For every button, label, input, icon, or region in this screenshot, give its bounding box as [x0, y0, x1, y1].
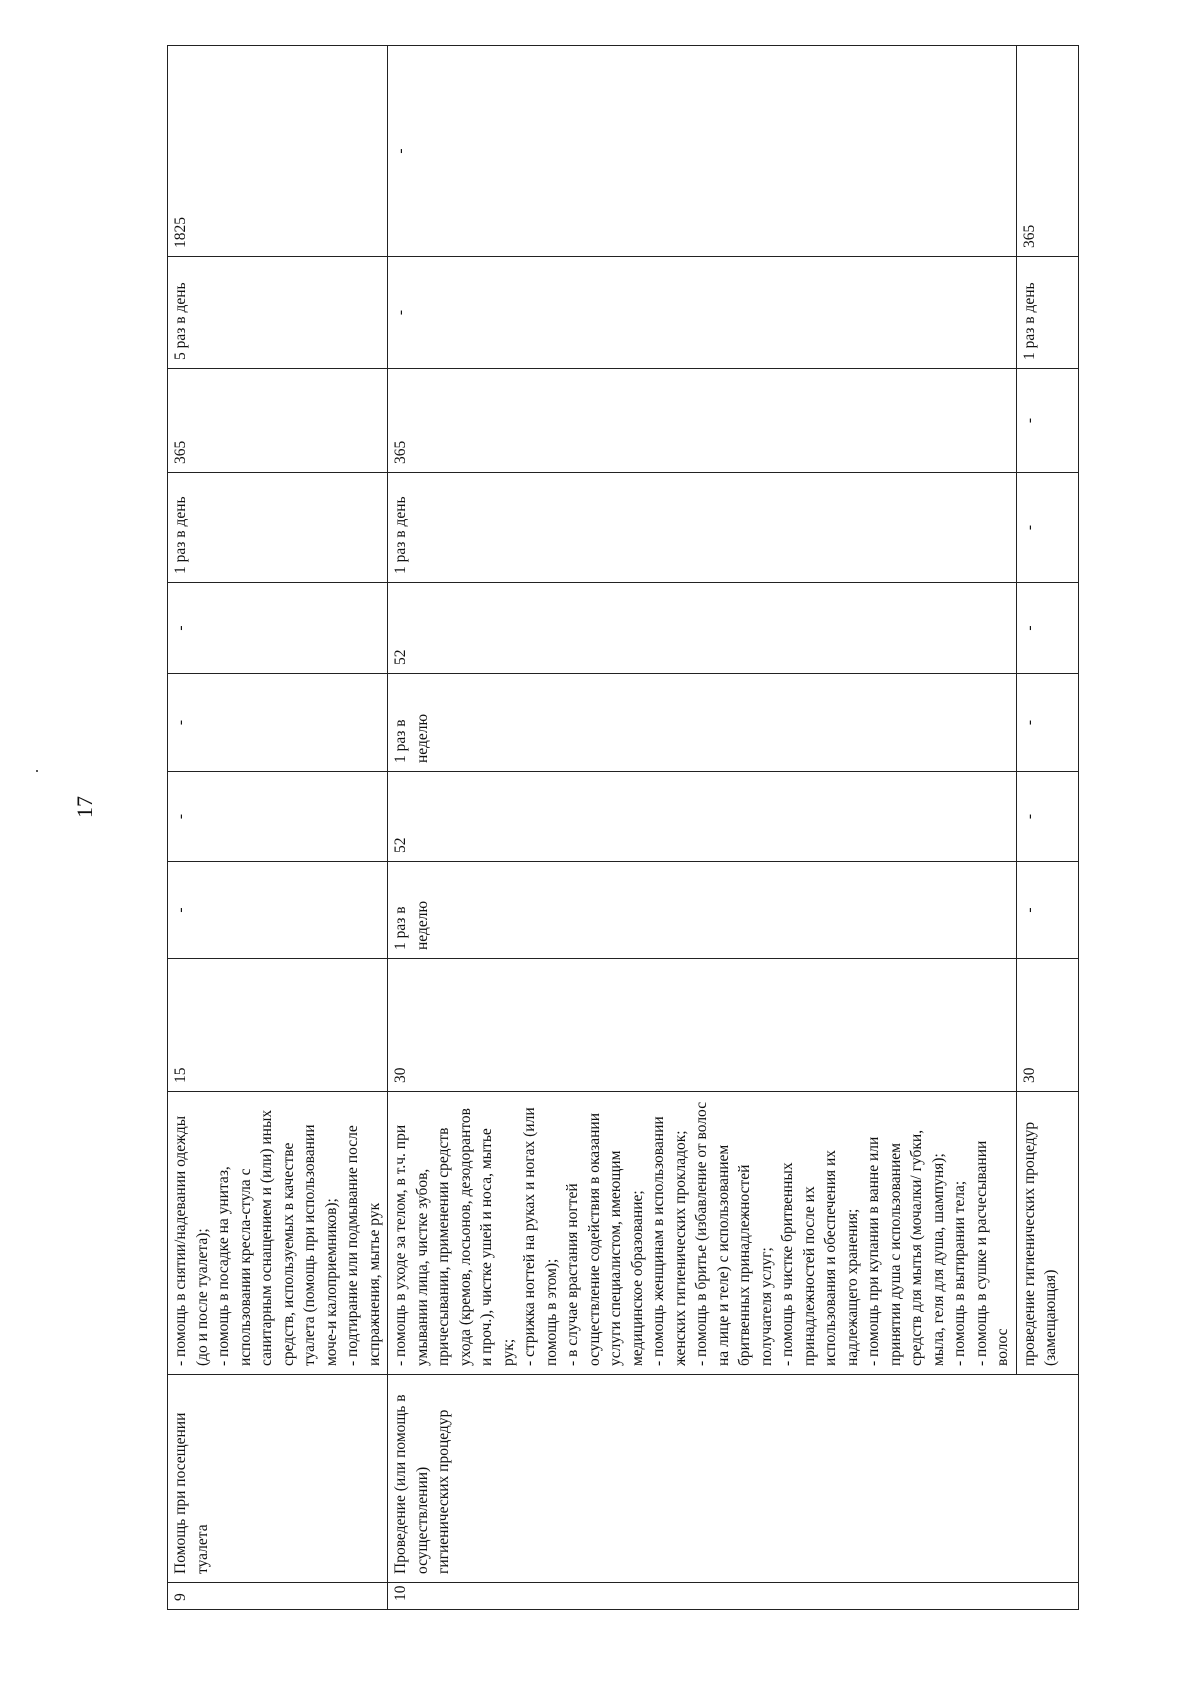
detail-line: - помощь в сушке и расчесывании волос — [972, 1140, 1011, 1366]
cell-time: 30 — [388, 959, 1017, 1092]
cell-count-1: - — [1016, 772, 1078, 862]
cell-count-3: 365 — [388, 369, 1017, 473]
cell-count-4: - — [388, 46, 1017, 257]
cell-details — [168, 1092, 388, 1375]
cell-frequency-1: 1 раз в неделю — [388, 862, 1017, 959]
cell-time: 30 — [1016, 959, 1078, 1092]
cell-frequency-2: - — [1016, 674, 1078, 772]
page-number: 17 — [72, 796, 97, 818]
cell-count-2: - — [1016, 583, 1078, 674]
cell-time: 15 — [168, 959, 388, 1092]
cell-count-1: - — [168, 772, 388, 862]
table-row-10 — [388, 46, 1017, 1610]
cell-details — [388, 1092, 1017, 1375]
detail-line: - помощь в чистке бритвенных принадлежностей после их использования и обеспечения их надлежащего хранения; — [779, 1149, 861, 1366]
cell-frequency-1: - — [168, 862, 388, 959]
cell-frequency-2: - — [168, 674, 388, 772]
table-row-9 — [168, 46, 388, 1610]
cell-num: 9 — [168, 1583, 388, 1610]
cell-frequency-3: 1 раз в день — [168, 473, 388, 583]
cell-frequency-3: - — [1016, 473, 1078, 583]
cell-count-2: 52 — [388, 583, 1017, 674]
detail-line: - подтирание или подмывание после испражнения, мытье рук — [344, 1125, 383, 1366]
cell-frequency-4: 1 раз в день — [1016, 257, 1078, 369]
cell-count-4: 365 — [1016, 46, 1078, 257]
cell-service: Помощь при посещении туалета — [168, 1375, 388, 1583]
cell-frequency-4: 5 раз в день — [168, 257, 388, 369]
cell-count-4: 1825 — [168, 46, 388, 257]
detail-line: - помощь в вытирании тела; — [951, 1180, 968, 1366]
cell-frequency-2: 1 раз в неделю — [388, 674, 1017, 772]
services-table-rotated — [167, 46, 1059, 1610]
services-table — [167, 45, 1079, 1610]
detail-line: - помощь в уходе за телом, в т.ч. при умывании лица, чистке зубов, причесывании, применении средств ухода (кремов, лосьонов, дезодорантов и проч.), чистке ушей и носа, мытье рук; — [392, 1108, 517, 1366]
cell-count-3: 365 — [168, 369, 388, 473]
cell-frequency-4: - — [388, 257, 1017, 369]
scan-speck — [36, 770, 38, 772]
detail-line: - в случае врастания ногтей осуществление содействия в оказании услуги специалистом, имеющим медицинское образование; — [564, 1112, 646, 1366]
cell-count-2: - — [168, 583, 388, 674]
cell-frequency-1: - — [1016, 862, 1078, 959]
detail-line: - стрижка ногтей на руках и ногах (или помощь в этом); — [521, 1107, 560, 1366]
detail-line: - помощь при купании в ванне или принятии душа с использованием средств для мытья (мочалки/ губки, мыла, геля для душа, шампуня); — [865, 1129, 947, 1366]
cell-count-3: - — [1016, 369, 1078, 473]
detail-line: проведение гигиенических процедур (замещающая) — [1020, 1121, 1059, 1366]
cell-num: 10 — [388, 1583, 1079, 1610]
cell-service: Проведение (или помощь в осуществлении) гигиенических процедур — [388, 1375, 1079, 1583]
detail-line: - помощь в посадке на унитаз, использовании кресла-стула с санитарным оснащением и (или) иных средств, используемых в качестве туалета (помощь при использовании моче-и калоприемников); — [215, 1109, 340, 1366]
detail-line: - помощь в бритье (избавление от волос на лице и теле) с использованием бритвенных принадлежностей получателя услуг; — [693, 1101, 775, 1366]
cell-count-1: 52 — [388, 772, 1017, 862]
detail-line: - помощь в снятии/надевании одежды (до и после туалета); — [172, 1115, 211, 1366]
cell-frequency-3: 1 раз в день — [388, 473, 1017, 583]
cell-details — [1016, 1092, 1078, 1375]
detail-line: - помощь женщинам в использовании женских гигиенических прокладок; — [650, 1116, 689, 1366]
